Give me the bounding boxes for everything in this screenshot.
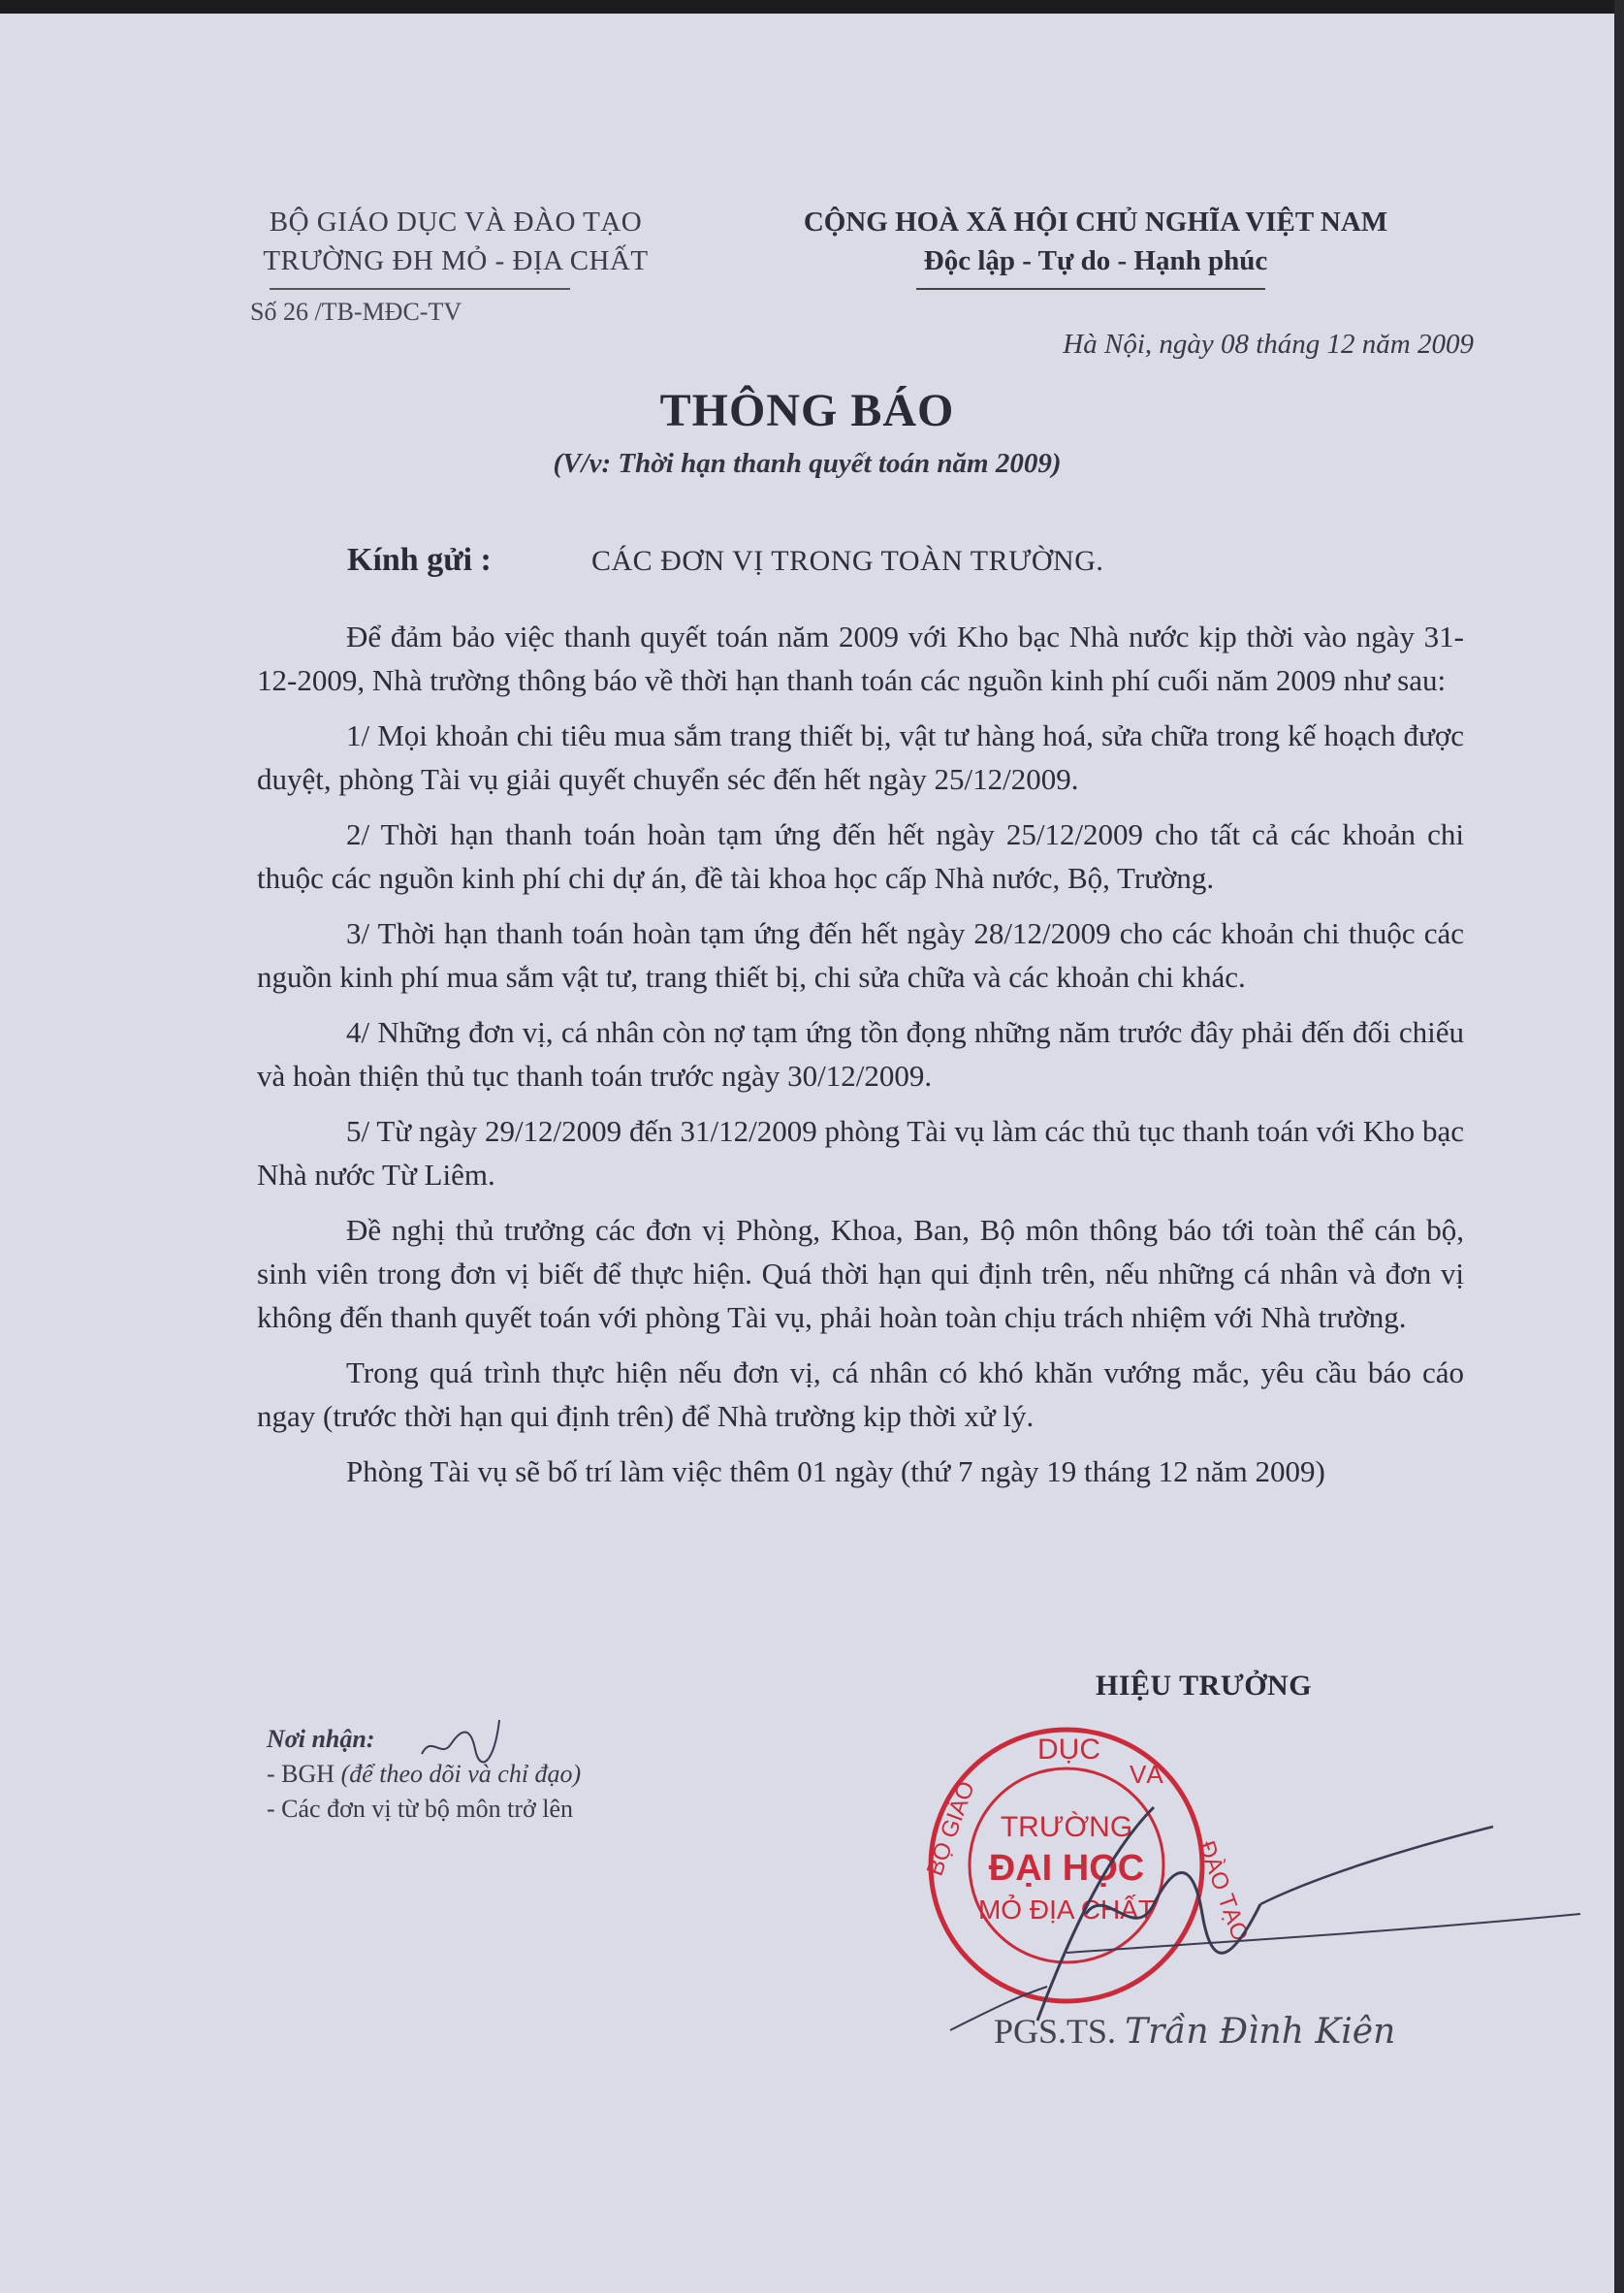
document-page (0, 14, 1614, 2293)
addressee-label: Kính gửi : (347, 542, 492, 578)
item-3: 3/ Thời hạn thanh toán hoàn tạm ứng đến hết ngày 28/12/2009 cho các khoản chi thuộc các nguồn kinh phí mua sắm vật tư, trang thiết bị, chi sửa chữa và các khoản chi khác. (257, 916, 1464, 994)
header-right (766, 203, 1425, 280)
signer-name (994, 2011, 1395, 2052)
signer-title-prefix: PGS.TS. (994, 2012, 1117, 2051)
item-1: 1/ Mọi khoản chi tiêu mua sắm trang thiết bị, vật tư hàng hoá, sửa chữa trong kế hoạch được duyệt, phòng Tài vụ giải quyết chuyển séc đến hết ngày 25/12/2009. (257, 718, 1464, 796)
signer-role: HIỆU TRƯỞNG (1096, 1670, 1313, 1702)
item-2: 2/ Thời hạn thanh toán hoàn tạm ứng đến hết ngày 25/12/2009 cho tất cả các khoản chi thuộc các nguồn kinh phí chi dự án, đề tài khoa học cấp Nhà nước, Bộ, Trường. (257, 817, 1464, 895)
document-number: Số 26 /TB-MĐC-TV (250, 298, 462, 326)
initials-mark (417, 1715, 504, 1773)
seal-outer-left: BỘ GIÁO (921, 1777, 980, 1880)
item-4: 4/ Những đơn vị, cá nhân còn nợ tạm ứng tồn đọng những năm trước đây phải đến đối chiếu và hoàn thiện thủ tục thanh toán trước ngày 30/12/2009. (257, 1015, 1464, 1093)
seal-line-3: MỎ ĐỊA CHẤT (977, 1895, 1156, 1925)
issue-date: Hà Nội, ngày 08 tháng 12 năm 2009 (1063, 329, 1474, 360)
seal-outer-right: ĐÀO TẠO (1193, 1837, 1254, 1945)
seal-outer-right-top: VÀ (1130, 1760, 1163, 1789)
school-name: TRƯỜNG ĐH MỎ - ĐỊA CHẤT (263, 245, 649, 276)
intro-paragraph: Để đảm bảo việc thanh quyết toán năm 2009 với Kho bạc Nhà nước kịp thời vào ngày 31-12-2009, Nhà trường thông báo về thời hạn thanh toán các nguồn kinh phí cuối năm 2009 như sau: (257, 620, 1464, 697)
signer-full-name: Trần Đình Kiên (1125, 2012, 1396, 2052)
scan-right-edge (1614, 0, 1624, 2293)
addressee-value: CÁC ĐƠN VỊ TRONG TOÀN TRƯỜNG. (591, 545, 1104, 577)
scan-top-edge (0, 0, 1624, 14)
header-left-underline (270, 288, 570, 290)
seal-outer-top: DỤC (1037, 1734, 1100, 1766)
country-name: CỘNG HOÀ XÃ HỘI CHỦ NGHĨA VIỆT NAM (803, 207, 1388, 238)
document-subtitle: (V/v: Thời hạn thanh quyết toán năm 2009) (553, 448, 1062, 479)
recipient-bgh: - BGH (267, 1760, 335, 1788)
seal-line-2: ĐẠI HỌC (988, 1848, 1145, 1889)
extra-day-paragraph: Phòng Tài vụ sẽ bố trí làm việc thêm 01 ngày (thứ 7 ngày 19 tháng 12 năm 2009) (346, 1454, 1325, 1488)
difficulty-paragraph: Trong quá trình thực hiện nếu đơn vị, cá nhân có khó khăn vướng mắc, yêu cầu báo cáo ngay (trước thời hạn qui định trên) để Nhà trường kịp thời xử lý. (257, 1355, 1464, 1433)
item-5: 5/ Từ ngày 29/12/2009 đến 31/12/2009 phòng Tài vụ làm các thủ tục thanh toán với Kho bạc Nhà nước Từ Liêm. (257, 1114, 1464, 1192)
recipient-bgh-note: (để theo dõi và chỉ đạo) (340, 1760, 582, 1788)
national-motto: Độc lập - Tự do - Hạnh phúc (923, 245, 1268, 276)
request-paragraph: Đề nghị thủ trưởng các đơn vị Phòng, Khoa, Ban, Bộ môn thông báo tới toàn thể cán bộ, sinh viên trong đơn vị biết để thực hiện. Quá thời hạn qui định trên, nếu những cá nhân và đơn vị không đến thanh quyết toán với phòng Tài vụ, phải hoàn toàn chịu trách nhiệm với Nhà trường. (257, 1213, 1464, 1334)
seal-line-1: TRƯỜNG (1000, 1811, 1133, 1843)
document-body (257, 615, 1464, 1505)
document-title: THÔNG BÁO (659, 385, 955, 436)
recipient-units: - Các đơn vị từ bộ môn trở lên (267, 1795, 573, 1823)
ministry-name: BỘ GIÁO DỤC VÀ ĐÀO TẠO (269, 207, 643, 238)
header-right-underline (916, 288, 1265, 290)
header-left (233, 203, 679, 280)
recipients-label: Nơi nhận: (267, 1725, 375, 1753)
